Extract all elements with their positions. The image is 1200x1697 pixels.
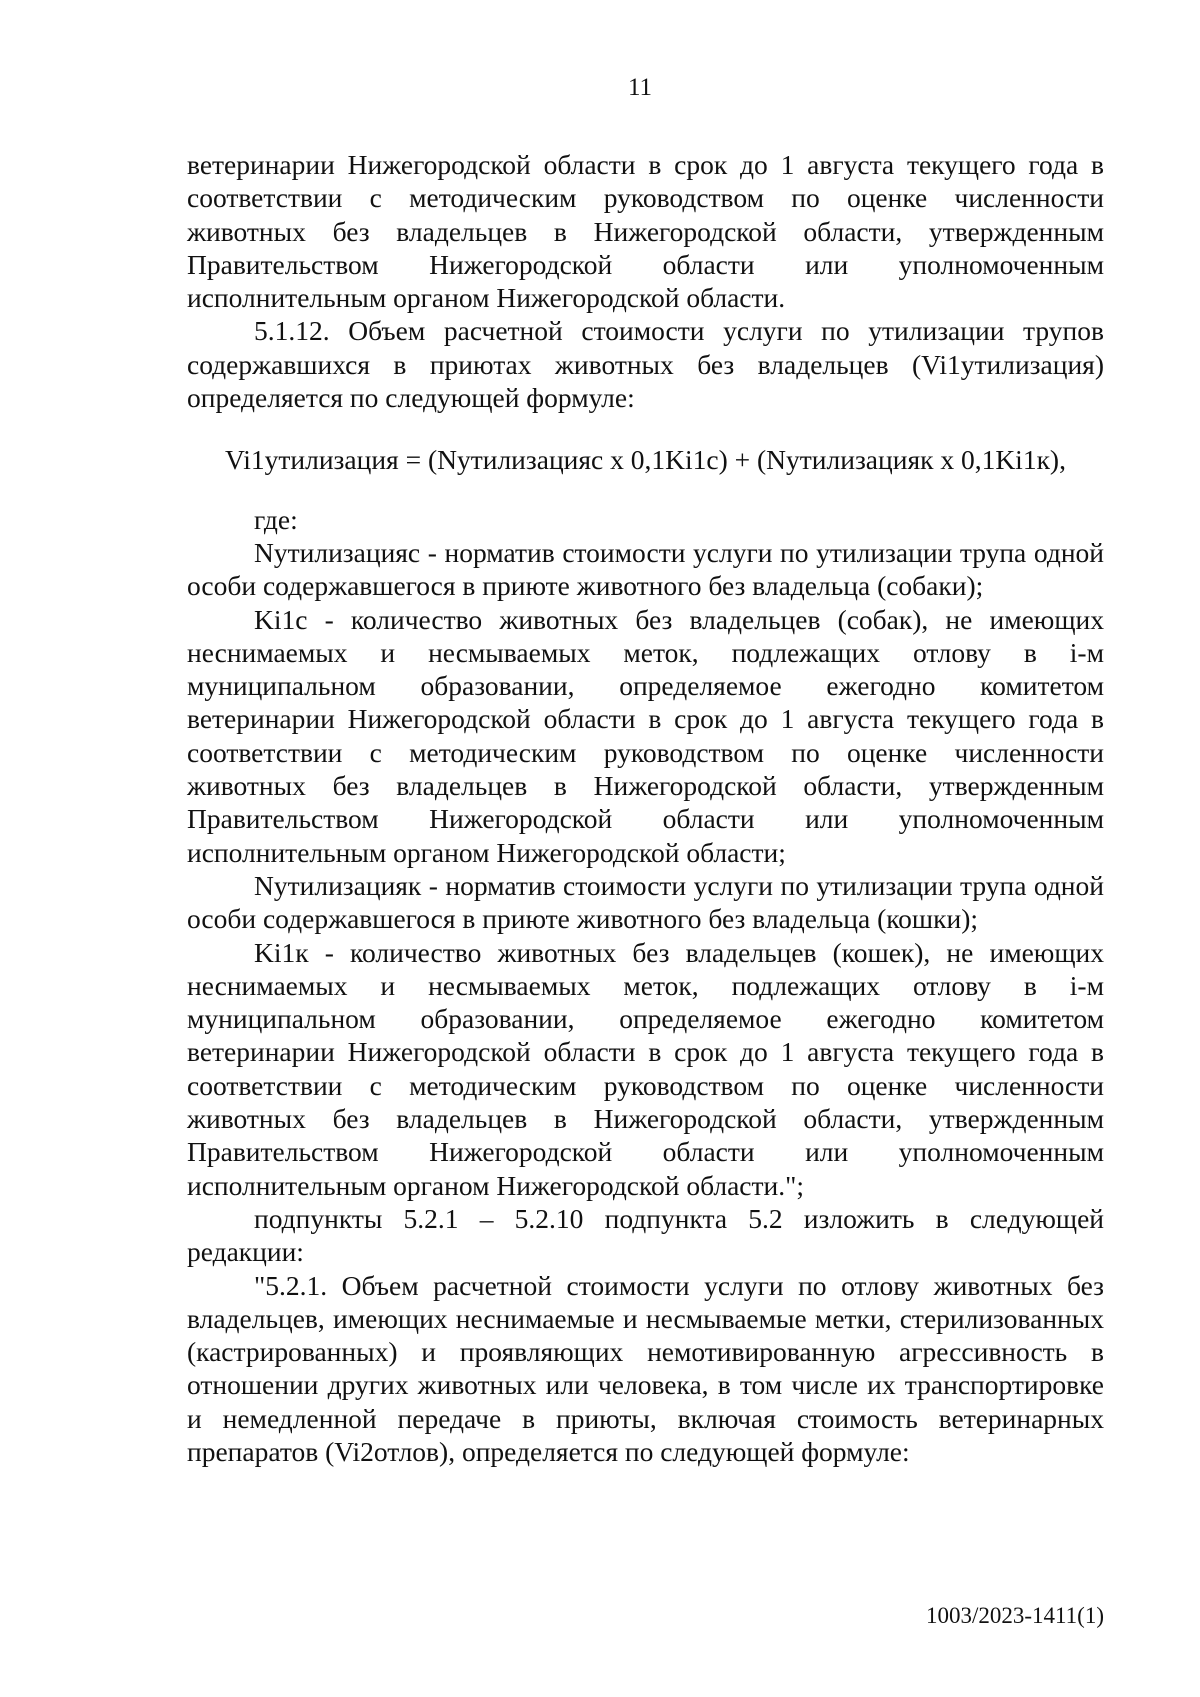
paragraph-continuation: ветеринарии Нижегородской области в срок до 1 августа текущего года в соответствии с методическим руководством по оценке численности животных без владельцев в Нижегородской области, утвержденным Правительством Нижегородской области или уполномоченным исполнительным органом Нижегородской области. [187, 149, 1104, 314]
definition-ki-cats: Ki1к - количество животных без владельцев (кошек), не имеющих неснимаемых и несмываемых меток, подлежащих отлову в i-м муниципальном образовании, определяемое ежегодно комитетом ветеринарии Нижегородской области в срок до 1 августа текущего года в соответствии с методическим руководством по оценке численности животных без владельцев в Нижегородской области, утвержденным Правительством Нижегородской области или уполномоченным исполнительным органом Нижегородской области."; [187, 936, 1104, 1201]
document-code: 1003/2023-1411(1) [925, 1603, 1104, 1628]
formula-utilization: Vi1утилизация = (Nутилизацияс х 0,1Ki1с) + (Nутилизацияк х 0,1Ki1к), [225, 444, 1066, 476]
definition-n-cats: Nутилизацияк - норматив стоимости услуги по утилизации трупа одной особи содержавшегося в приюте животного без владельца (кошки); [187, 869, 1104, 935]
page-number: 11 [627, 74, 653, 101]
definition-ki-dogs: Ki1с - количество животных без владельцев (собак), не имеющих неснимаемых и несмываемых меток, подлежащих отлову в i-м муниципальном образовании, определяемое ежегодно комитетом ветеринарии Нижегородской области в срок до 1 августа текущего года в соответствии с методическим руководством по оценке численности животных без владельцев в Нижегородской области, утвержденным Правительством Нижегородской области или уполномоченным исполнительным органом Нижегородской области; [187, 603, 1104, 868]
document-body [187, 148, 1104, 1468]
where-label: где: [254, 503, 298, 535]
paragraph-clause-5-1-12: 5.1.12. Объем расчетной стоимости услуги по утилизации трупов содержавшихся в приютах животных без владельцев (Vi1утилизация) определяется по следующей формуле: [187, 315, 1104, 414]
definition-n-dogs: Nутилизацияс - норматив стоимости услуги по утилизации трупа одной особи содержавшегося в приюте животного без владельца (собаки); [187, 536, 1104, 602]
amendment-intro: подпункты 5.2.1 – 5.2.10 подпункта 5.2 изложить в следующей редакции: [187, 1202, 1104, 1268]
paragraph-clause-5-2-1: "5.2.1. Объем расчетной стоимости услуги по отлову животных без владельцев, имеющих неснимаемые и несмываемые метки, стерилизованных (кастрированных) и проявляющих немотивированную агрессивность в отношении других животных или человека, в том числе их транспортировке и немедленной передаче в приюты, включая стоимость ветеринарных препаратов (Vi2отлов), определяется по следующей формуле: [187, 1269, 1104, 1467]
